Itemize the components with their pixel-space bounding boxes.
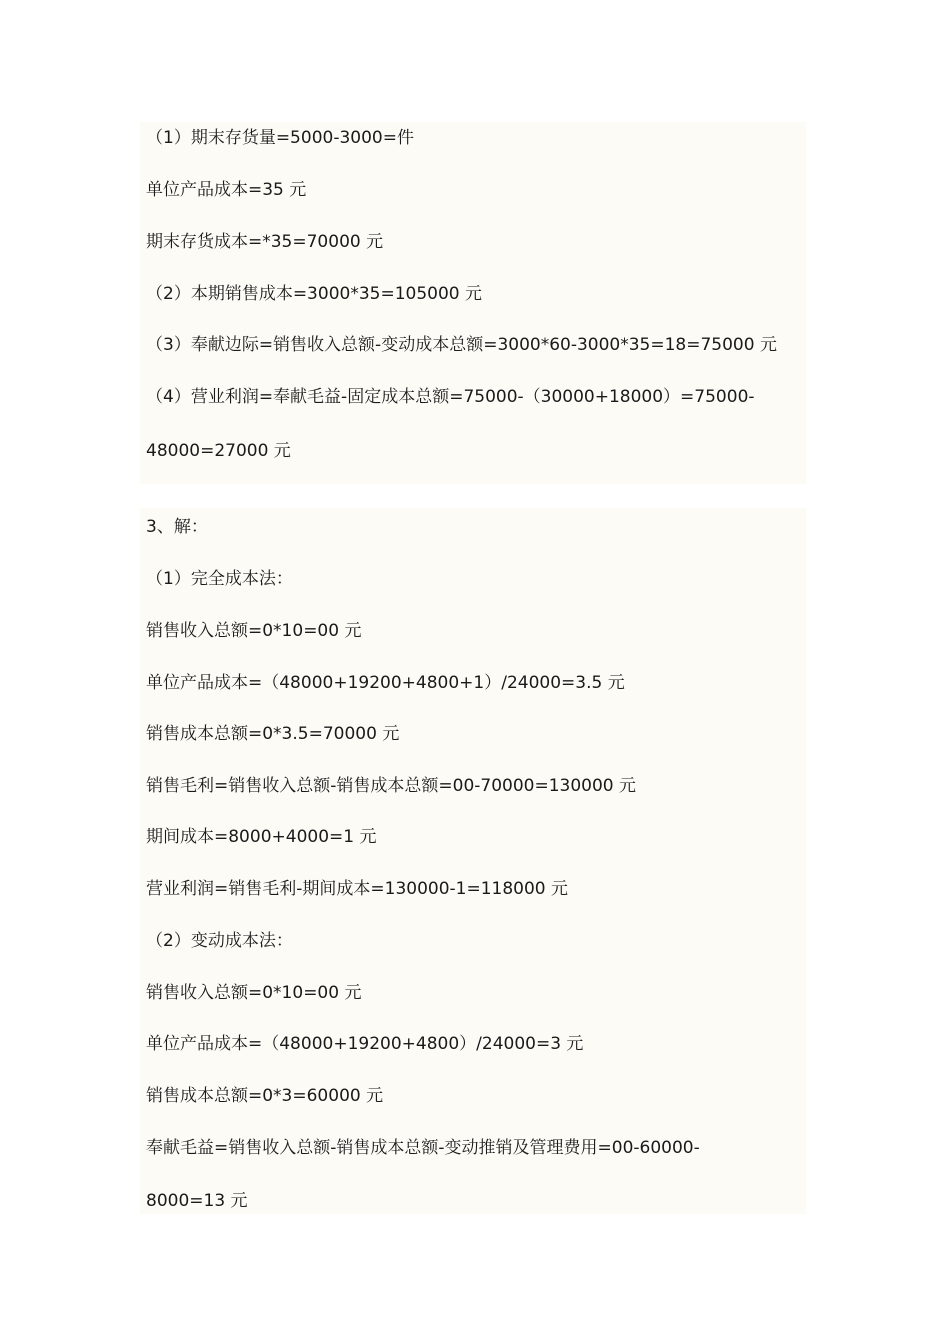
answer-block-2 xyxy=(140,508,806,1214)
text-line: （4）营业利润=奉献毛益-固定成本总额=75000-（30000+18000）=75000- xyxy=(146,387,755,407)
text-line: 销售毛利=销售收入总额-销售成本总额=00-70000=130000 元 xyxy=(146,776,637,796)
text-line: （3）奉献边际=销售收入总额-变动成本总额=3000*60-3000*35=18=75000 元 xyxy=(146,335,777,355)
text-line: 8000=13 元 xyxy=(146,1191,248,1211)
section-heading: 3、解： xyxy=(146,517,208,537)
text-line: 单位产品成本=35 元 xyxy=(146,180,307,200)
text-line: 48000=27000 元 xyxy=(146,441,291,461)
text-line: 销售收入总额=0*10=00 元 xyxy=(146,621,362,641)
text-line: 期间成本=8000+4000=1 元 xyxy=(146,827,377,847)
text-line: 营业利润=销售毛利-期间成本=130000-1=118000 元 xyxy=(146,879,569,899)
text-line: 销售成本总额=0*3=60000 元 xyxy=(146,1086,384,1106)
text-line: 销售收入总额=0*10=00 元 xyxy=(146,983,362,1003)
text-line: （2）变动成本法： xyxy=(146,931,293,951)
text-line: （1）完全成本法： xyxy=(146,569,293,589)
text-line: 奉献毛益=销售收入总额-销售成本总额-变动推销及管理费用=00-60000- xyxy=(146,1138,700,1158)
text-line: 单位产品成本=（48000+19200+4800）/24000=3 元 xyxy=(146,1034,584,1054)
text-line: 销售成本总额=0*3.5=70000 元 xyxy=(146,724,400,744)
text-line: （2）本期销售成本=3000*35=105000 元 xyxy=(146,284,482,304)
text-line: 单位产品成本=（48000+19200+4800+1）/24000=3.5 元 xyxy=(146,673,625,693)
text-line: 期末存货成本=*35=70000 元 xyxy=(146,232,384,252)
text-line: （1）期末存货量=5000-3000=件 xyxy=(146,128,414,148)
